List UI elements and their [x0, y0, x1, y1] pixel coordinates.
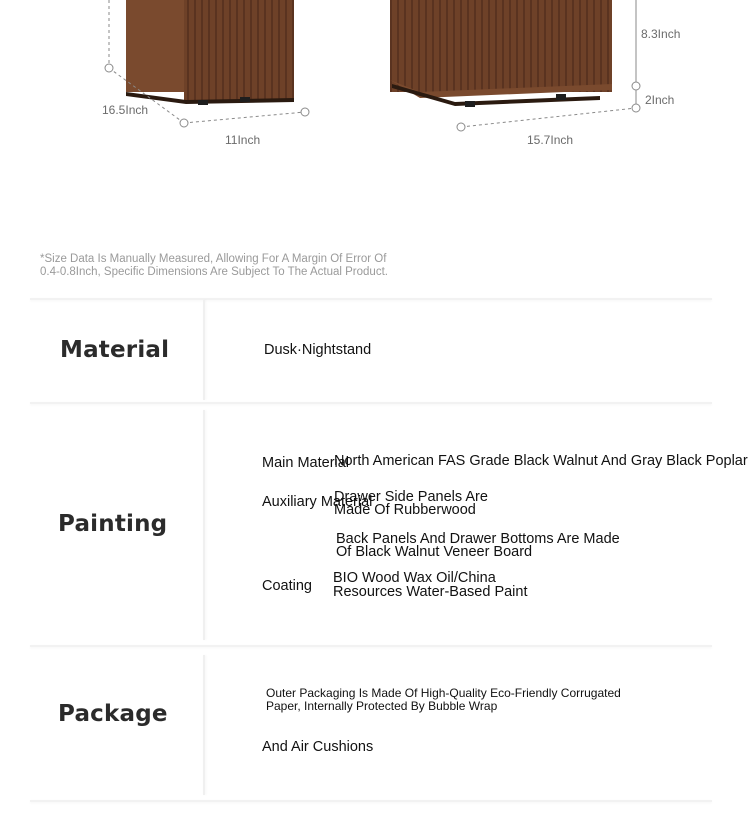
material-divider	[30, 402, 712, 404]
column-divider-painting	[203, 410, 205, 640]
main-material-value: North American FAS Grade Black Walnut And Gray Black Poplar	[334, 453, 748, 469]
measurement-note	[40, 253, 420, 279]
note-line-2: 0.4-0.8Inch, Specific Dimensions Are Subject To The Actual Product.	[40, 266, 388, 278]
width-dimension-label-right: 15.7Inch	[527, 133, 574, 147]
main-material-label: Main Material	[262, 455, 350, 471]
package-row-label: Package	[58, 701, 168, 727]
width-dimension-label-left: 11Inch	[225, 133, 261, 147]
depth-dimension-label: 16.5Inch	[102, 103, 149, 117]
back-panel-value-line-2: Of Black Walnut Veneer Board	[336, 544, 533, 560]
note-line-1: *Size Data Is Manually Measured, Allowing For A Margin Of Error Of	[40, 253, 387, 265]
material-value: Dusk·Nightstand	[264, 342, 372, 358]
auxiliary-material-label: Auxiliary Material	[262, 494, 373, 510]
back-panel-value-line-1: Back Panels And Drawer Bottoms Are Made	[336, 531, 620, 547]
package-value-line-3: And Air Cushions	[262, 739, 374, 755]
painting-row-label: Painting	[58, 511, 168, 537]
coating-value-line-2: Resources Water-Based Paint	[333, 584, 528, 600]
material-row-label: Material	[60, 337, 170, 363]
column-divider-material	[203, 300, 205, 400]
nightstand-right-image	[390, 0, 612, 107]
package-value-line-2: Paper, Internally Protected By Bubble Wrap	[266, 699, 498, 713]
package-value-line-1: Outer Packaging Is Made Of High-Quality Eco-Friendly Corrugated	[266, 686, 621, 700]
package-divider	[30, 800, 712, 802]
height-dimension-label: 8.3Inch	[641, 27, 681, 41]
coating-label: Coating	[262, 578, 312, 594]
coating-value-line-1: BIO Wood Wax Oil/China	[333, 570, 496, 586]
leg-height-dimension-label: 2Inch	[645, 93, 675, 107]
column-divider-package	[203, 655, 205, 795]
painting-divider	[30, 645, 712, 647]
auxiliary-material-value-line-2: Made Of Rubberwood	[334, 502, 476, 518]
nightstand-left-image	[126, 0, 294, 105]
auxiliary-material-value-line-1: Drawer Side Panels Are	[334, 489, 488, 505]
table-top-divider	[30, 298, 712, 300]
dimension-drawing	[0, 0, 750, 160]
